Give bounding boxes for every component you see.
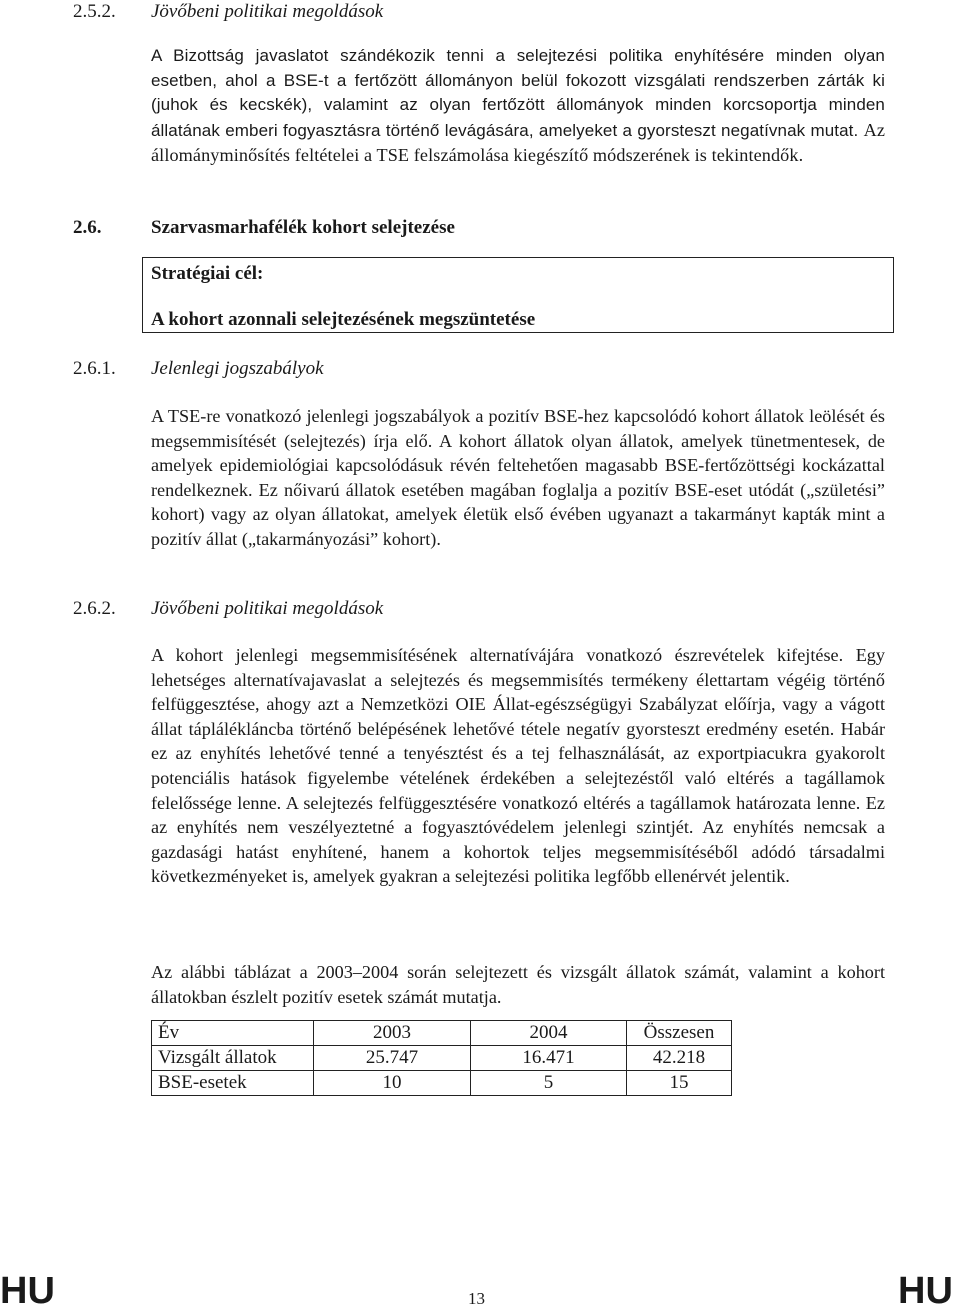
- table-cell: 42.218: [627, 1046, 732, 1071]
- footer-language-code-right: HU: [898, 1270, 953, 1312]
- paragraph: A TSE-re vonatkozó jelenlegi jogszabályok a pozitív BSE-hez kapcsolódó kohort állatok leölését és megsemmisítését (selejtezés) írja elő. A kohort állatok olyan állatok, amelyek tünetmentesek, de amelyek epidemiológiai kapcsolódásuk révén feltehetően magasabb BSE-fertőzöttségi kockázattal rendelkeznek. Ez nőivarú állatok esetében magában foglalja a pozitív BSE-eset utódát („születési” kohort) vagy az olyan állatokat, amelyek életük első évében ugyanazt a takarmányt kapták mint a pozitív állat („takarmányozási” kohort).: [151, 406, 885, 549]
- paragraph: A kohort jelenlegi megsemmisítésének alternatívájára vonatkozó észrevételek kifejtése. Egy lehetséges alternatívajavaslat a selejtezés és megsemmisítés termékeny élettartam végéig történő felfüggesztése, ahogy azt a Nemzetközi OIE Állat-egészségügyi Szabályzat előírja, vagy a vágott állat táplálékláncba történő belépésének lehetővé tétele negatív gyorsteszt eredmény esetén. Habár ez az enyhítés lehetővé tenné a tenyésztést és a tej felhasználását, az exportpiacukra gyakorolt potenciális hatások figyelembe vételének érdekében a selejtezéstől való eltérés a tagállamok felelőssége lenne. A selejtezés felfüggesztésére vonatkozó eltérés a tagállamok határozata lenne. Ez az enyhítés nem veszélyeztetné a fogyasztóvédelem jelenlegi szintjét. Az enyhítés nemcsak a gazdasági hatást enyhítené, hanem a kohortok teljes megsemmisítéséből adódó társadalmi következményeket is, amelyek gyakran a selejtezési politika legfőbb ellenérvét jelentik.: [151, 645, 885, 887]
- strategic-goal-text: A kohort azonnali selejtezésének megszüntetése: [151, 309, 536, 330]
- section-title: Szarvasmarhafélék kohort selejtezése: [151, 217, 455, 238]
- table-cell: BSE-esetek: [152, 1071, 314, 1096]
- table-intro-paragraph: Az alábbi táblázat a 2003–2004 során selejtezett és vizsgált állatok számát, valamint a kohort állatokban észlelt pozitív esetek számát mutatja.: [151, 962, 885, 1007]
- paragraph: [151, 44, 885, 169]
- footer-language-code-left: HU: [0, 1270, 55, 1312]
- table-header-row: [152, 1021, 732, 1046]
- table-row: [152, 1046, 732, 1071]
- section-title: Jelenlegi jogszabályok: [151, 358, 324, 379]
- section-number: 2.5.2.: [73, 1, 116, 22]
- table-cell: 16.471: [471, 1046, 627, 1071]
- table-cell: 15: [627, 1071, 732, 1096]
- table-header-cell: 2003: [314, 1021, 471, 1046]
- page-number: 13: [468, 1289, 485, 1308]
- paragraph-part-1: A Bizottság javaslatot szándékozik tenni a selejtezési politika enyhítésére minden olyan esetben, ahol a BSE-t a fertőzött állományon belül fokozott vizsgálati rendszerben zárták ki (juhok és kecskék), valamint az olyan fertőzött állományok minden korcsoportja minden állatának emberi fogyasztásra történő levágására, amelyeket a gyorsteszt negatívnak mutat.: [151, 46, 885, 140]
- table-cell: Vizsgált állatok: [152, 1046, 314, 1071]
- section-title: Jövőbeni politikai megoldások: [151, 598, 384, 619]
- section-number: 2.6.: [73, 217, 102, 238]
- table-header-cell: 2004: [471, 1021, 627, 1046]
- table-cell: 25.747: [314, 1046, 471, 1071]
- section-number: 2.6.1.: [73, 358, 116, 379]
- table-row: [152, 1071, 732, 1096]
- table-cell: 10: [314, 1071, 471, 1096]
- section-title: Jövőbeni politikai megoldások: [151, 1, 384, 22]
- paragraph-part-2: Az állományminősítés feltételei a TSE felszámolása kiegészítő módszerének is tekintendők.: [151, 119, 885, 166]
- section-number: 2.6.2.: [73, 598, 116, 619]
- data-table: [151, 1020, 732, 1096]
- table-header-cell: Összesen: [627, 1021, 732, 1046]
- table-cell: 5: [471, 1071, 627, 1096]
- strategic-goal-label: Stratégiai cél:: [151, 263, 264, 284]
- table-header-cell: Év: [152, 1021, 314, 1046]
